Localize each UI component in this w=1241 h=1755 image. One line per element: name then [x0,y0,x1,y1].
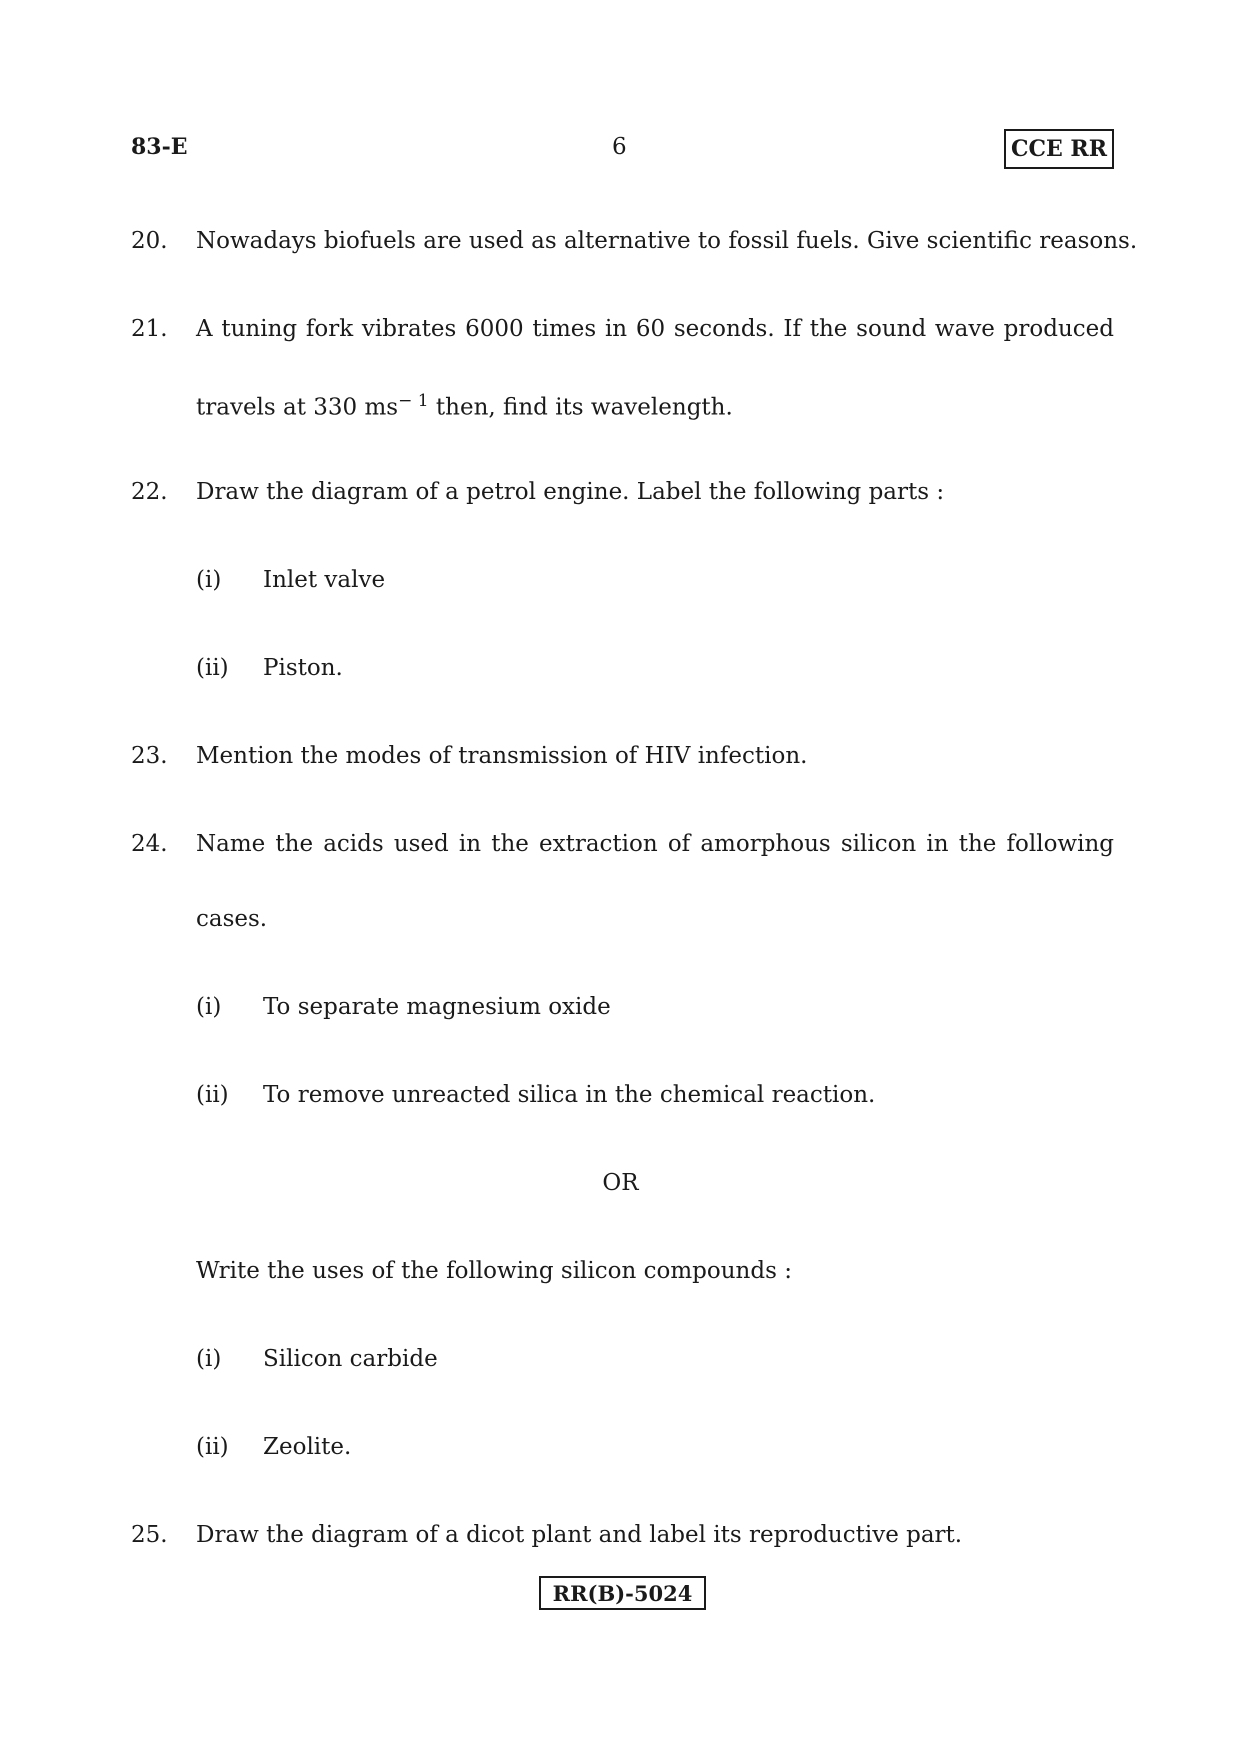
item-text: Piston. [263,655,343,681]
series-box: CCE RR [1004,129,1114,169]
item-label: (i) [196,994,222,1020]
or-separator: OR [602,1170,639,1196]
item-text: Silicon carbide [263,1346,438,1372]
question-text: Nowadays biofuels are used as alternative to fossil fuels. Give scientific reasons. [196,228,1138,254]
question-text: Draw the diagram of a petrol engine. Label the following parts : [196,479,945,505]
item-label: (ii) [196,1082,229,1108]
item-label: (i) [196,567,222,593]
question-text: Draw the diagram of a dicot plant and label its reproductive part. [196,1522,963,1548]
item-label: (ii) [196,655,229,681]
alternative-question-text: Write the uses of the following silicon compounds : [196,1258,792,1284]
question-number: 22. [131,479,168,505]
item-text: To remove unreacted silica in the chemical reaction. [263,1082,876,1108]
question-text: A tuning fork vibrates 6000 times in 60 seconds. If the sound wave produced [196,316,1114,342]
speed-text: travels at 330 ms [196,394,399,421]
question-text: Mention the modes of transmission of HIV infection. [196,743,808,769]
item-text: Zeolite. [263,1434,352,1460]
item-label: (ii) [196,1434,229,1460]
unit-exponent: − 1 [398,391,429,411]
question-text-continued: cases. [196,906,268,932]
question-number: 25. [131,1522,168,1548]
item-text: Inlet valve [263,567,386,593]
page-number: 6 [612,134,627,160]
question-text-continued [196,391,733,421]
footer-code-box: RR(B)-5024 [539,1576,706,1610]
question-number: 24. [131,831,168,857]
question-text-end: then, find its wavelength. [428,394,733,421]
item-text: To separate magnesium oxide [263,994,611,1020]
question-number: 23. [131,743,168,769]
paper-code: 83-E [131,134,188,160]
question-number: 21. [131,316,168,342]
question-text: Name the acids used in the extraction of amorphous silicon in the following [196,831,1114,857]
question-number: 20. [131,228,168,254]
item-label: (i) [196,1346,222,1372]
